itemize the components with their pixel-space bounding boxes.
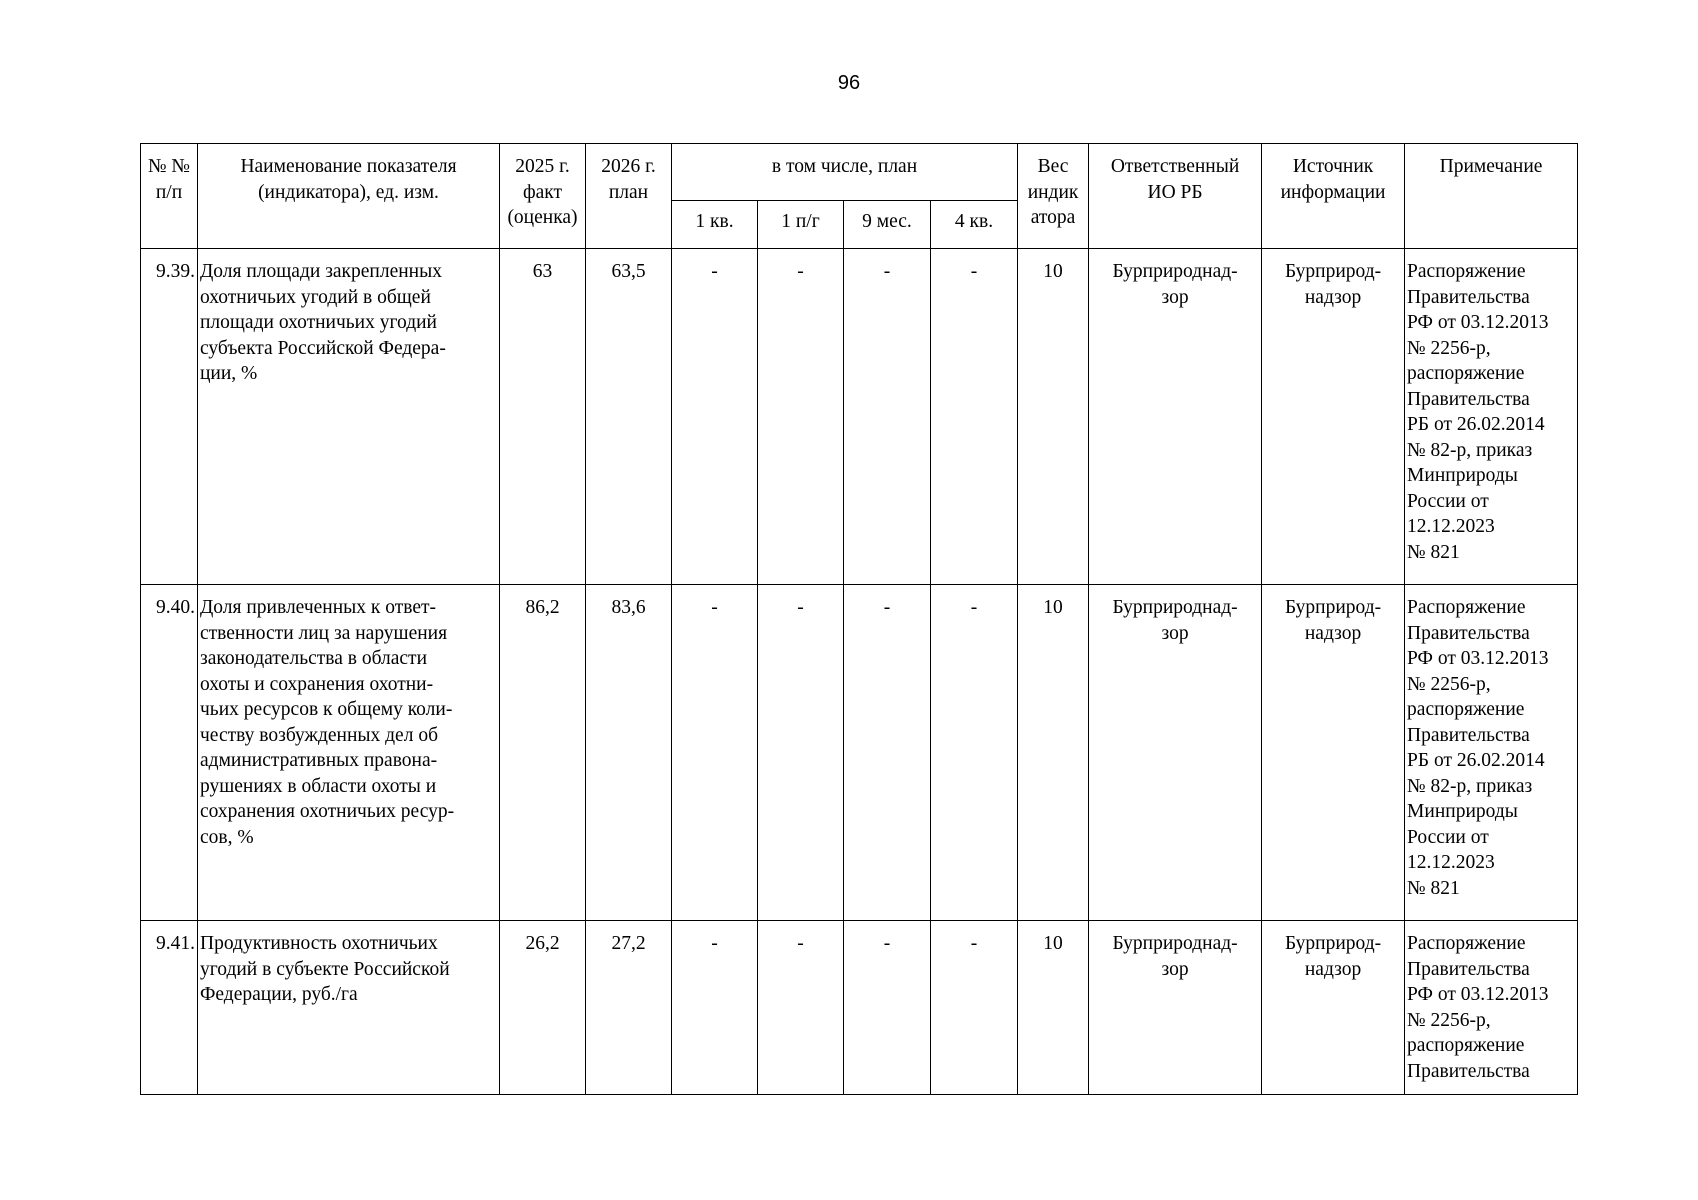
row-9m: -: [844, 249, 931, 585]
row-source: Бурприрод- надзор: [1262, 249, 1405, 585]
row-responsible: Бурприроднад- зор: [1089, 585, 1262, 921]
row-2026: 63,5: [586, 249, 672, 585]
header-weight: Вес индик атора: [1018, 144, 1089, 249]
header-name: Наименование показателя (индикатора), ед. изм.: [198, 144, 500, 249]
row-num: 9.39.: [141, 249, 198, 585]
header-num: № № п/п: [141, 144, 198, 249]
row-2025: 86,2: [500, 585, 586, 921]
header-9m: 9 мес.: [844, 201, 931, 249]
row-q1: -: [672, 249, 758, 585]
header-q1: 1 кв.: [672, 201, 758, 249]
row-9m: -: [844, 585, 931, 921]
row-responsible: Бурприроднад- зор: [1089, 249, 1262, 585]
header-note: Примечание: [1405, 144, 1578, 249]
row-note: Распоряжение Правительства РФ от 03.12.2013 № 2256-р, распоряжение Правительства РБ от 26.02.2014 № 82-р, приказ Минприроды России от 12.12.2023 № 821: [1405, 249, 1578, 585]
row-q1: -: [672, 585, 758, 921]
row-q4: -: [931, 585, 1018, 921]
row-q4: -: [931, 249, 1018, 585]
row-h1: -: [758, 921, 844, 1095]
table-row: [141, 249, 1578, 585]
row-note: Распоряжение Правительства РФ от 03.12.2013 № 2256-р, распоряжение Правительства РБ от 26.02.2014 № 82-р, приказ Минприроды России от 12.12.2023 № 821: [1405, 585, 1578, 921]
row-9m: -: [844, 921, 931, 1095]
row-note: Распоряжение Правительства РФ от 03.12.2013 № 2256-р, распоряжение Правительства: [1405, 921, 1578, 1095]
table-row: [141, 921, 1578, 1095]
row-name: Доля привлеченных к ответ- ственности лиц за нарушения законодательства в области охоты и сохранения охотни- чьих ресурсов к общему коли- честву возбужденных дел об административных правона- рушениях в области охоты и сохранения охотничьих ресур- сов, %: [198, 585, 500, 921]
row-num: 9.40.: [141, 585, 198, 921]
header-2026: 2026 г. план: [586, 144, 672, 249]
row-q4: -: [931, 921, 1018, 1095]
header-q4: 4 кв.: [931, 201, 1018, 249]
row-2026: 83,6: [586, 585, 672, 921]
row-h1: -: [758, 249, 844, 585]
row-source: Бурприрод- надзор: [1262, 585, 1405, 921]
row-weight: 10: [1018, 585, 1089, 921]
header-h1: 1 п/г: [758, 201, 844, 249]
header-2025: 2025 г. факт (оценка): [500, 144, 586, 249]
header-source: Источник информации: [1262, 144, 1405, 249]
table-row: [141, 585, 1578, 921]
page-number: 96: [837, 72, 861, 94]
row-2025: 63: [500, 249, 586, 585]
row-2026: 27,2: [586, 921, 672, 1095]
header-responsible: Ответственный ИО РБ: [1089, 144, 1262, 249]
row-responsible: Бурприроднад- зор: [1089, 921, 1262, 1095]
table-header-row: [141, 144, 1578, 201]
row-num: 9.41.: [141, 921, 198, 1095]
header-plan-group: в том числе, план: [672, 144, 1018, 201]
row-h1: -: [758, 585, 844, 921]
row-name: Продуктивность охотничьих угодий в субъекте Российской Федерации, руб./га: [198, 921, 500, 1095]
row-q1: -: [672, 921, 758, 1095]
indicators-table: [140, 143, 1578, 1095]
row-weight: 10: [1018, 921, 1089, 1095]
row-2025: 26,2: [500, 921, 586, 1095]
row-source: Бурприрод- надзор: [1262, 921, 1405, 1095]
row-name: Доля площади закрепленных охотничьих угодий в общей площади охотничьих угодий субъекта Российской Федера- ции, %: [198, 249, 500, 585]
row-weight: 10: [1018, 249, 1089, 585]
